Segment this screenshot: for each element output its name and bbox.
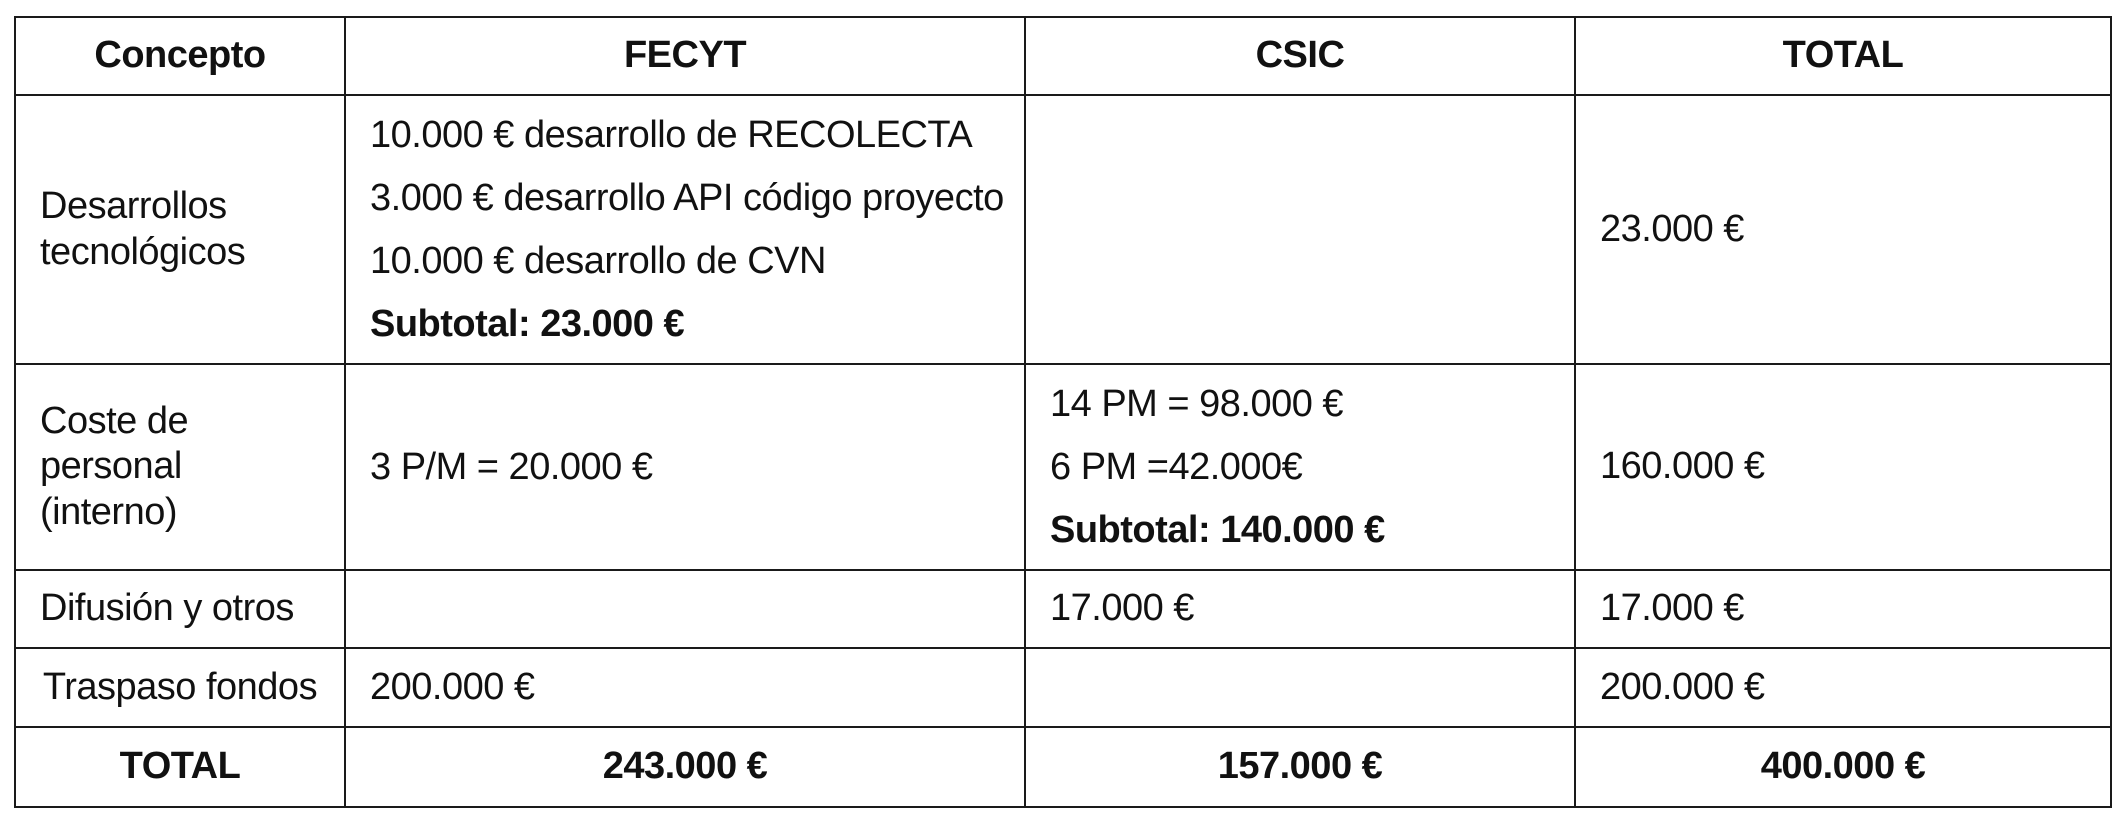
concept-cell: Coste de personal (interno) xyxy=(15,364,345,570)
fecyt-line: 3 P/M = 20.000 € xyxy=(370,445,653,488)
fecyt-line: 10.000 € desarrollo de CVN xyxy=(370,239,826,282)
csic-cell xyxy=(1025,95,1575,364)
csic-line: 14 PM = 98.000 € xyxy=(1050,382,1344,425)
total-cell: 17.000 € xyxy=(1575,570,2111,648)
budget-table xyxy=(14,16,2112,808)
header-concept: Concepto xyxy=(15,17,345,95)
totals-grand: 400.000 € xyxy=(1575,727,2111,807)
concept-cell: Difusión y otros xyxy=(15,570,345,648)
header-fecyt: FECYT xyxy=(345,17,1025,95)
header-row xyxy=(15,17,2111,95)
fecyt-line: 200.000 € xyxy=(370,665,535,708)
csic-subtotal: Subtotal: 140.000 € xyxy=(1050,508,1385,551)
header-total: TOTAL xyxy=(1575,17,2111,95)
csic-cell xyxy=(1025,364,1575,570)
csic-cell xyxy=(1025,570,1575,648)
csic-line: 6 PM =42.000€ xyxy=(1050,445,1303,488)
totals-label: TOTAL xyxy=(15,727,345,807)
total-cell: 160.000 € xyxy=(1575,364,2111,570)
fecyt-line: 3.000 € desarrollo API código proyecto xyxy=(370,176,1004,219)
csic-cell xyxy=(1025,648,1575,727)
table-row xyxy=(15,95,2111,364)
header-csic: CSIC xyxy=(1025,17,1575,95)
concept-cell: Desarrollos tecnológicos xyxy=(15,95,345,364)
fecyt-cell xyxy=(345,364,1025,570)
fecyt-cell xyxy=(345,648,1025,727)
table-row xyxy=(15,570,2111,648)
total-cell: 200.000 € xyxy=(1575,648,2111,727)
table-row xyxy=(15,648,2111,727)
concept-cell: Traspaso fondos xyxy=(15,648,345,727)
csic-line: 17.000 € xyxy=(1050,587,1194,630)
fecyt-cell xyxy=(345,95,1025,364)
totals-fecyt: 243.000 € xyxy=(345,727,1025,807)
fecyt-subtotal: Subtotal: 23.000 € xyxy=(370,302,685,345)
total-cell: 23.000 € xyxy=(1575,95,2111,364)
totals-csic: 157.000 € xyxy=(1025,727,1575,807)
table-row xyxy=(15,364,2111,570)
fecyt-cell xyxy=(345,570,1025,648)
totals-row xyxy=(15,727,2111,807)
fecyt-line: 10.000 € desarrollo de RECOLECTA xyxy=(370,113,973,156)
